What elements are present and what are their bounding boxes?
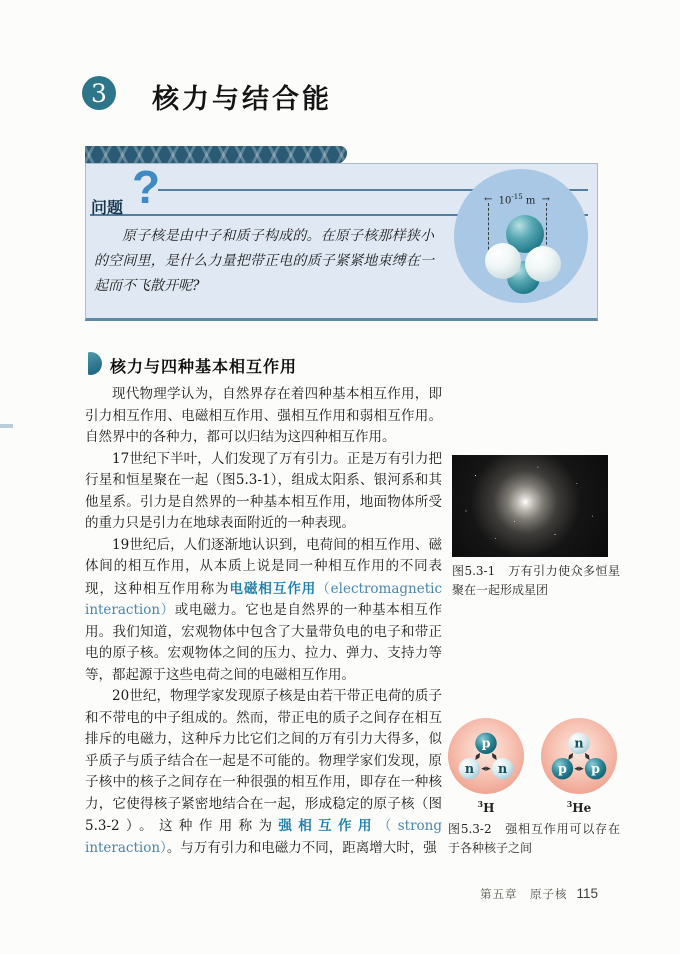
- paragraph: 17世纪下半叶，人们发现了万有引力。正是万有引力把行星和恒星聚在一起（图5.3-1），组成太阳系、银河系和其他星系。引力是自然界的一种基本相互作用，地面物体所受的重力只是引力在地球表面附近的一种表现。: [85, 450, 442, 531]
- proton-label: p: [557, 761, 567, 777]
- nucleus-label-3he: $^3$He: [566, 799, 592, 815]
- nucleus-3he-svg: [540, 717, 618, 795]
- chapter-number-badge: 3: [82, 76, 116, 110]
- star-cluster-photo: [452, 455, 608, 557]
- body-text: [85, 384, 442, 859]
- neutron-label: n: [497, 761, 508, 777]
- neutron-label: n: [464, 761, 475, 777]
- question-box: [85, 163, 598, 321]
- nucleus-diagram-3h: [447, 717, 525, 795]
- nucleon-sphere: [525, 246, 561, 282]
- nucleus-illustration: [454, 169, 588, 303]
- nucleon-sphere: [485, 243, 521, 279]
- arrow-right-icon: →: [541, 193, 550, 205]
- question-text: 原子核是由中子和质子构成的。在原子核那样狭小的空间里，是什么力量把带正电的质子紧紧地束缚在一起而不飞散开呢?: [94, 228, 434, 294]
- figure-caption: 图5.3-2 强相互作用可以存在于各种核子之间: [448, 822, 620, 855]
- page-number: 115: [576, 886, 598, 901]
- scale-label: [484, 193, 550, 206]
- section-heading: 核力与四种基本相互作用: [110, 359, 298, 376]
- nucleus-label-3h: $^3$H: [477, 799, 495, 815]
- question-mark-icon: ?: [132, 161, 161, 213]
- paragraph: 现代物理学认为，自然界存在着四种基本相互作用，即引力相互作用、电磁相互作用、强相互作用和弱相互作用。自然界中的各种力，都可以归结为这四种相互作用。: [85, 386, 442, 445]
- nucleus-diagram-3he: [540, 717, 618, 795]
- arrow-left-icon: ←: [484, 193, 493, 205]
- page-title: 核力与结合能: [152, 84, 332, 114]
- footer-chapter-label: 第五章 原子核: [479, 887, 568, 901]
- paragraph: 19世纪后，人们逐渐地认识到，电荷间的相互作用、磁体间的相互作用，从本质上说是同一种相互作用的不同表现，这种相互作用称为电磁相互作用（electromagnetic interaction）或电磁力。它也是自然界的一种基本相互作用。我们知道，宏观物体中包含了大量带负电的电子和带正电的原子核。宏观物体之间的压力、拉力、弹力、支持力等等，都起源于这些电荷之间的电磁相互作用。: [85, 536, 443, 683]
- proton-label: p: [481, 735, 491, 751]
- scale-value: $10^{-15}$ m: [498, 193, 536, 207]
- question-label: 问题: [91, 200, 124, 217]
- left-edge-mark: [0, 424, 13, 428]
- proton-label: p: [591, 761, 601, 777]
- nucleus-3h-svg: [447, 717, 525, 795]
- neutron-label: n: [574, 735, 584, 751]
- page-footer: [480, 886, 598, 902]
- figure-caption: 图5.3-1 万有引力使众多恒星聚在一起形成星团: [452, 564, 620, 597]
- paragraph: 20世纪，物理学家发现原子核是由若干带正电荷的质子和不带电的中子组成的。然而，带正电的质子之间存在相互排斥的电磁力，这种斥力比它们之间的万有引力大得多，似乎质子与质子结合在一起是不可能的。物理学家们发现，原子核中的核子之间存在一种很强的相互作用，即存在一种核力，它使得核子紧密地结合在一起，形成稳定的原子核（图5.3-2）。这种作用称为强相互作用（strong interaction）。与万有引力和电磁力不同，距离增大时，强: [85, 688, 443, 856]
- section-marker-icon: [88, 352, 102, 375]
- question-banner-chevron: [85, 146, 347, 164]
